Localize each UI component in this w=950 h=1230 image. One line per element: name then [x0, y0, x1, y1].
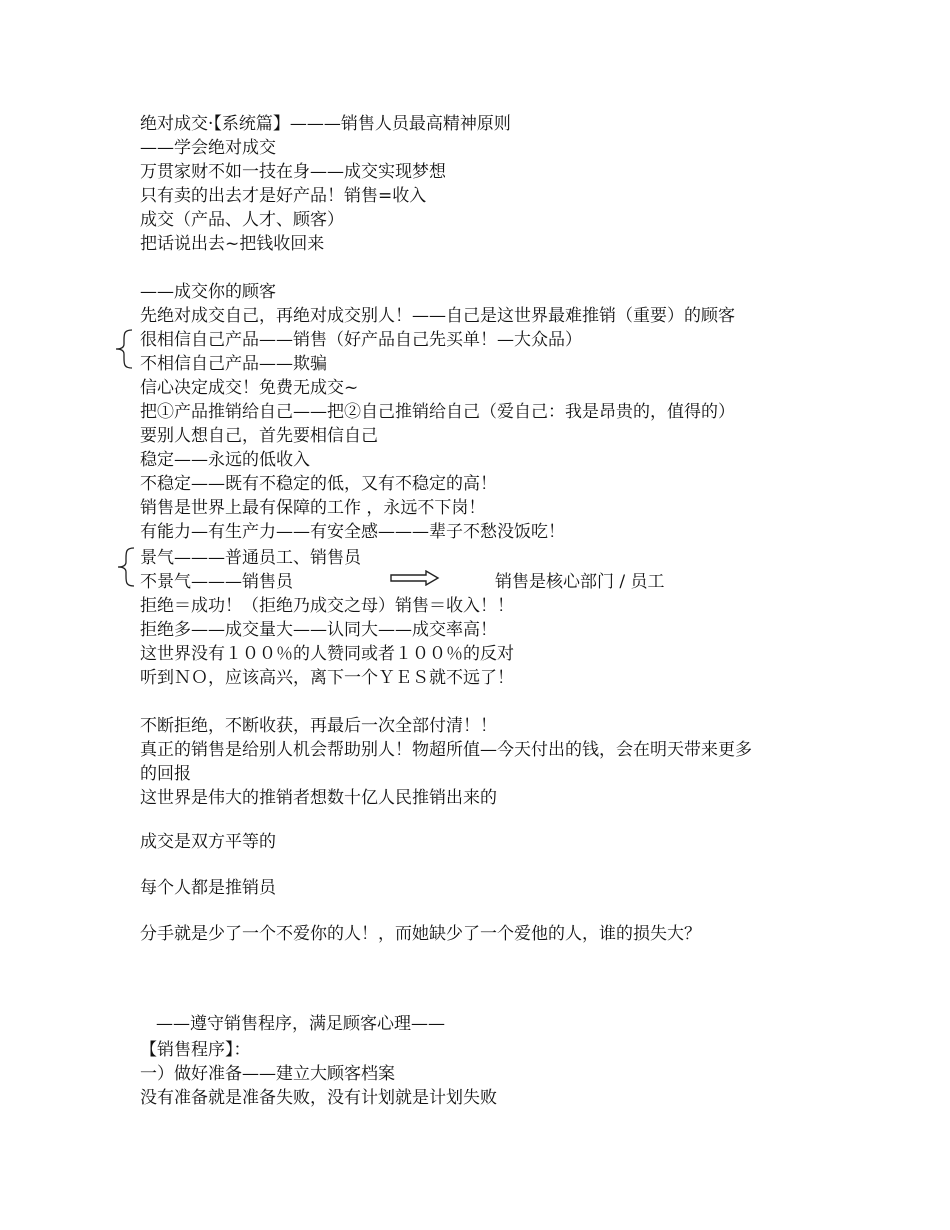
doc-line: 分手就是少了一个不爱你的人！，而她缺少了一个爱他的人，谁的损失大？ — [140, 924, 701, 944]
doc-line: 不相信自己产品——欺骗 — [140, 354, 327, 374]
doc-section-heading: ——遵守销售程序，满足顾客心理—— — [156, 1014, 445, 1034]
doc-section-heading: 【销售程序】： — [140, 1040, 251, 1060]
doc-line: 拒绝多——成交量大——认同大——成交率高！ — [140, 620, 497, 640]
doc-line: 信心决定成交！免费无成交~ — [140, 378, 359, 398]
doc-line: ——学会绝对成交 — [140, 138, 276, 158]
doc-line: 很相信自己产品——销售（好产品自己先买单！—大众品） — [140, 330, 582, 350]
doc-line: 只有卖的出去才是好产品！销售=收入 — [140, 186, 427, 206]
doc-line: 没有准备就是准备失败，没有计划就是计划失败 — [140, 1088, 497, 1108]
doc-line: 不景气———销售员 — [140, 572, 293, 592]
doc-line: 销售是核心部门 / 员工 — [495, 572, 665, 592]
doc-line: 一）做好准备——建立大顾客档案 — [140, 1064, 395, 1084]
doc-line: 成交是双方平等的 — [140, 832, 276, 852]
doc-line: 不稳定——既有不稳定的低，又有不稳定的高！ — [140, 474, 497, 494]
doc-section-heading: ——成交你的顾客 — [140, 282, 276, 302]
doc-title: 绝对成交·【系统篇】———销售人员最高精神原则 — [140, 114, 511, 134]
doc-line: 拒绝＝成功！（拒绝乃成交之母）销售＝收入！！ — [140, 596, 514, 616]
doc-line: 景气———普通员工、销售员 — [140, 548, 361, 568]
doc-line: 这世界没有１００％的人赞同或者１００％的反对 — [140, 644, 514, 664]
doc-line: 把①产品推销给自己——把②自己推销给自己（爱自己：我是昂贵的，值得的） — [140, 402, 735, 422]
doc-line: 销售是世界上最有保障的工作 ，永远不下岗！ — [140, 498, 486, 518]
left-brace-icon — [114, 546, 138, 588]
doc-line: 稳定——永远的低收入 — [140, 450, 310, 470]
doc-line: 有能力—有生产力——有安全感———辈子不愁没饭吃！ — [140, 522, 565, 542]
doc-line: 的回报 — [140, 764, 191, 784]
doc-line: 这世界是伟大的推销者想数十亿人民推销出来的 — [140, 788, 497, 808]
doc-line: 把话说出去~把钱收回来 — [140, 234, 325, 254]
doc-line: 听到ＮＯ，应该高兴，离下一个ＹＥＳ就不远了！ — [140, 668, 514, 688]
doc-line: 成交（产品、人才、顾客） — [140, 210, 344, 230]
left-brace-icon — [112, 328, 136, 370]
doc-line: 先绝对成交自己，再绝对成交别人！——自己是这世界最难推销（重要）的顾客 — [140, 306, 735, 326]
doc-line: 要别人想自己，首先要相信自己 — [140, 426, 378, 446]
doc-line: 万贯家财不如一技在身——成交实现梦想 — [140, 162, 446, 182]
doc-line: 不断拒绝，不断收获，再最后一次全部付清！！ — [140, 716, 497, 736]
double-right-arrow-icon — [390, 570, 440, 586]
doc-line: 真正的销售是给别人机会帮助别人！物超所值—今天付出的钱，会在明天带来更多 — [140, 740, 752, 760]
doc-line: 每个人都是推销员 — [140, 878, 276, 898]
